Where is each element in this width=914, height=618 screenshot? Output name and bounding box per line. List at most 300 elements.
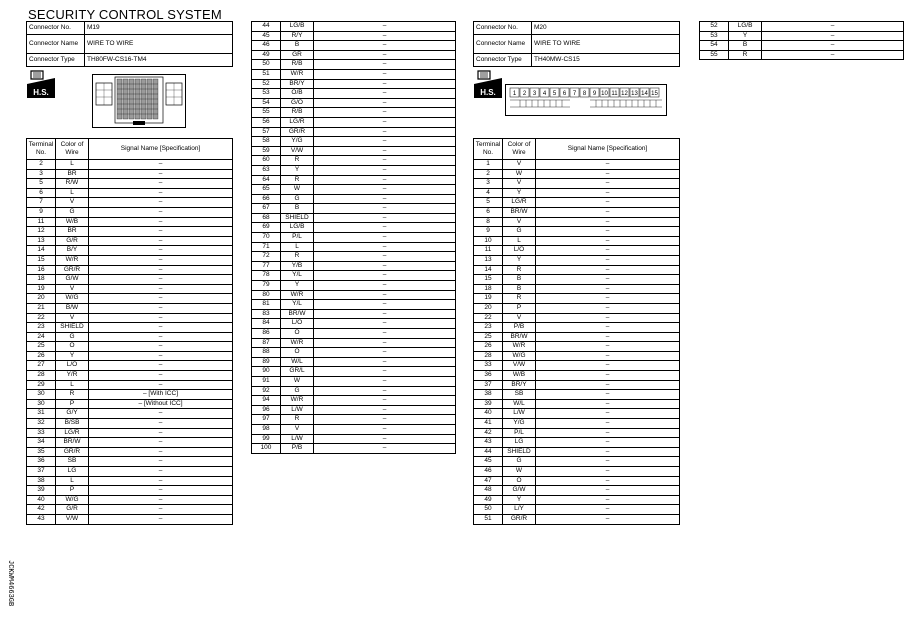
wire-color-cell: P/L xyxy=(503,428,536,438)
terminal-no-cell: 13 xyxy=(27,236,56,246)
signal-name-cell: – xyxy=(536,495,680,505)
wire-color-cell: P xyxy=(56,399,89,409)
signal-name-cell: – xyxy=(314,338,456,348)
wire-color-cell: SB xyxy=(503,390,536,400)
table-row xyxy=(252,242,456,252)
wire-color-cell: R xyxy=(281,156,314,166)
signal-name-cell: – xyxy=(314,300,456,310)
table-row xyxy=(27,505,233,515)
signal-name-cell: – xyxy=(536,246,680,256)
signal-name-cell: – xyxy=(314,261,456,271)
wire-color-cell: L/W xyxy=(281,434,314,444)
signal-name-cell: – xyxy=(536,227,680,237)
signal-name-cell: – xyxy=(314,127,456,137)
table-row xyxy=(27,390,233,400)
terminal-no-cell: 99 xyxy=(252,434,281,444)
terminal-no-cell: 54 xyxy=(252,98,281,108)
terminal-no-cell: 15 xyxy=(474,275,503,285)
signal-name-cell: – xyxy=(89,457,233,467)
wire-color-cell: W xyxy=(503,467,536,477)
table-row xyxy=(27,313,233,323)
table-row xyxy=(27,255,233,265)
table-row xyxy=(700,31,904,41)
signal-name-cell: – xyxy=(314,137,456,147)
signal-name-cell: – xyxy=(89,342,233,352)
wire-color-cell: R xyxy=(503,265,536,275)
wire-color-cell: LG/R xyxy=(503,198,536,208)
table-row xyxy=(252,300,456,310)
table-row xyxy=(252,338,456,348)
signal-name-cell: – xyxy=(314,376,456,386)
signal-name-cell: – xyxy=(536,438,680,448)
table-row xyxy=(27,351,233,361)
table-row xyxy=(474,467,680,477)
signal-name-cell: – xyxy=(536,390,680,400)
table-row xyxy=(252,434,456,444)
wire-color-cell: G xyxy=(503,457,536,467)
terminal-no-cell: 64 xyxy=(252,175,281,185)
wire-color-cell: L xyxy=(281,242,314,252)
wire-color-cell: GR/R xyxy=(281,127,314,137)
terminal-no-cell: 28 xyxy=(27,371,56,381)
table-row xyxy=(27,198,233,208)
table-row xyxy=(474,313,680,323)
terminal-no-cell: 44 xyxy=(474,447,503,457)
wire-color-cell: B xyxy=(281,41,314,51)
wire-color-cell: BR/W xyxy=(56,438,89,448)
terminal-no-cell: 66 xyxy=(252,194,281,204)
table-row xyxy=(27,236,233,246)
wire-color-cell: W/L xyxy=(281,357,314,367)
wire-color-cell: LG/B xyxy=(281,22,314,32)
signal-name-cell: – xyxy=(89,323,233,333)
wire-color-cell: W/R xyxy=(56,255,89,265)
terminal-no-cell: 15 xyxy=(27,255,56,265)
signal-name-cell: – xyxy=(314,424,456,434)
wire-color-cell: Y/L xyxy=(281,271,314,281)
table-row xyxy=(252,175,456,185)
wire-color-cell: BR/Y xyxy=(281,79,314,89)
terminal-no-cell: 52 xyxy=(252,79,281,89)
wire-color-cell: Y xyxy=(281,281,314,291)
connector-name-label: Connector Name xyxy=(474,35,532,54)
terminal-no-cell: 35 xyxy=(27,447,56,457)
hs-label: H.S. xyxy=(480,88,496,97)
wire-color-cell: Y/R xyxy=(56,371,89,381)
wire-color-cell: R/W xyxy=(56,179,89,189)
signal-name-cell: – xyxy=(314,252,456,262)
terminal-no-cell: 32 xyxy=(27,419,56,429)
terminal-no-cell: 70 xyxy=(252,233,281,243)
table-row xyxy=(27,160,233,170)
signal-name-cell: – xyxy=(89,207,233,217)
wire-color-cell: R xyxy=(281,175,314,185)
terminal-no-cell: 43 xyxy=(474,438,503,448)
wire-color-cell: Y xyxy=(503,255,536,265)
wire-color-cell: BR/Y xyxy=(503,380,536,390)
m20-connector-header xyxy=(473,21,680,67)
terminal-no-cell: 49 xyxy=(252,50,281,60)
terminal-no-cell: 23 xyxy=(27,323,56,333)
wire-color-cell: B/SB xyxy=(56,419,89,429)
terminal-no-cell: 39 xyxy=(27,486,56,496)
wire-color-cell: L/O xyxy=(281,319,314,329)
table-row xyxy=(474,188,680,198)
wire-color-cell: B xyxy=(729,41,762,51)
terminal-no-cell: 54 xyxy=(700,41,729,51)
table-row xyxy=(474,207,680,217)
table-row xyxy=(252,290,456,300)
signal-name-cell: – xyxy=(314,69,456,79)
wire-color-cell: V xyxy=(56,313,89,323)
wire-color-cell: W/R xyxy=(281,69,314,79)
signal-name-cell: – xyxy=(89,303,233,313)
table-row xyxy=(252,405,456,415)
signal-name-cell: – xyxy=(89,188,233,198)
signal-name-cell: – xyxy=(89,236,233,246)
signal-name-cell: – xyxy=(536,342,680,352)
wire-color-cell: R/Y xyxy=(281,31,314,41)
wire-color-cell: V/W xyxy=(503,361,536,371)
wire-color-cell: W/R xyxy=(281,290,314,300)
signal-name-cell: – xyxy=(89,495,233,505)
wire-color-cell: W/G xyxy=(503,351,536,361)
signal-name-cell: – xyxy=(536,198,680,208)
signal-name-cell: – xyxy=(314,213,456,223)
terminal-no-cell: 49 xyxy=(474,495,503,505)
table-row xyxy=(252,69,456,79)
terminal-no-cell: 20 xyxy=(27,294,56,304)
signal-name-cell: – xyxy=(762,31,904,41)
table-row xyxy=(252,386,456,396)
hs-label: H.S. xyxy=(33,88,49,97)
table-row xyxy=(27,399,233,409)
table-row xyxy=(27,246,233,256)
terminal-no-cell: 59 xyxy=(252,146,281,156)
signal-name-cell: – xyxy=(314,396,456,406)
terminal-no-cell: 44 xyxy=(252,22,281,32)
terminal-no-cell: 6 xyxy=(474,207,503,217)
table-row xyxy=(700,41,904,51)
wire-color-cell: BR xyxy=(56,227,89,237)
signal-name-cell: – xyxy=(536,409,680,419)
m19-connector-header xyxy=(26,21,233,67)
terminal-no-cell: 100 xyxy=(252,444,281,454)
signal-name-cell: – xyxy=(314,348,456,358)
wire-color-cell: L xyxy=(503,236,536,246)
table-row xyxy=(474,275,680,285)
table-row xyxy=(252,329,456,339)
signal-name-cell: – xyxy=(314,50,456,60)
terminal-no-cell: 45 xyxy=(252,31,281,41)
signal-name-cell: – xyxy=(89,486,233,496)
terminal-no-cell: 34 xyxy=(27,438,56,448)
terminal-no-cell: 5 xyxy=(474,198,503,208)
hs-icon xyxy=(27,68,55,98)
signal-name-cell: – xyxy=(89,227,233,237)
terminal-no-cell: 30 xyxy=(27,390,56,400)
table-row xyxy=(700,22,904,32)
terminal-no-cell: 11 xyxy=(27,217,56,227)
connector-pin-label: 11 xyxy=(611,91,618,97)
terminal-no-cell: 57 xyxy=(252,127,281,137)
signal-name-cell: – xyxy=(89,505,233,515)
connector-no-label: Connector No. xyxy=(27,22,85,35)
signal-name-cell: – xyxy=(314,79,456,89)
terminal-no-cell: 20 xyxy=(474,303,503,313)
signal-name-cell: – xyxy=(89,428,233,438)
terminal-no-cell: 2 xyxy=(474,169,503,179)
table-row xyxy=(27,467,233,477)
wire-color-cell: W/G xyxy=(56,495,89,505)
wire-color-cell: W/G xyxy=(56,294,89,304)
table-row xyxy=(252,367,456,377)
terminal-no-cell: 8 xyxy=(474,217,503,227)
table-row xyxy=(252,127,456,137)
wire-color-cell: W/R xyxy=(503,342,536,352)
signal-name-cell: – xyxy=(314,434,456,444)
table-row xyxy=(27,438,233,448)
signal-name-cell: – xyxy=(89,255,233,265)
terminal-no-cell: 39 xyxy=(474,399,503,409)
wire-color-cell: R/B xyxy=(281,108,314,118)
m20-connector-no: M20 xyxy=(532,22,680,35)
signal-name-cell: – xyxy=(536,179,680,189)
wire-color-cell: O xyxy=(281,348,314,358)
signal-name-cell: – xyxy=(314,194,456,204)
connector-type-label: Connector Type xyxy=(474,54,532,67)
signal-name-cell: – xyxy=(314,98,456,108)
signal-name-cell: – xyxy=(89,246,233,256)
m19-terminal-table-continued xyxy=(251,21,456,454)
signal-name-cell: – xyxy=(314,185,456,195)
table-row xyxy=(474,409,680,419)
signal-name-header: Signal Name [Specification] xyxy=(536,139,680,160)
wire-color-cell: L xyxy=(56,380,89,390)
terminal-no-cell: 18 xyxy=(474,284,503,294)
table-row xyxy=(252,319,456,329)
terminal-no-cell: 5 xyxy=(27,179,56,189)
wire-color-cell: V xyxy=(503,179,536,189)
wire-color-cell: L xyxy=(56,188,89,198)
terminal-no-cell: 28 xyxy=(474,351,503,361)
connector-pin-label: 8 xyxy=(582,91,587,97)
signal-name-cell: – xyxy=(89,179,233,189)
wire-color-cell: BR xyxy=(56,169,89,179)
terminal-no-cell: 50 xyxy=(474,505,503,515)
signal-name-cell: – xyxy=(314,271,456,281)
table-row xyxy=(27,419,233,429)
terminal-no-cell: 22 xyxy=(474,313,503,323)
wire-color-cell: B xyxy=(281,204,314,214)
signal-name-cell: – xyxy=(536,323,680,333)
m19-connector-no: M19 xyxy=(85,22,233,35)
terminal-no-cell: 19 xyxy=(474,294,503,304)
figure-code: JCKWM4663GB xyxy=(6,560,14,607)
signal-name-cell: – xyxy=(89,438,233,448)
wire-color-cell: Y xyxy=(729,31,762,41)
terminal-no-cell: 10 xyxy=(474,236,503,246)
table-row xyxy=(252,376,456,386)
wire-color-cell: R xyxy=(729,50,762,60)
wire-color-cell: G xyxy=(503,227,536,237)
wire-color-cell: Y xyxy=(503,188,536,198)
m20-terminal-table xyxy=(473,138,680,525)
signal-name-cell: – xyxy=(314,223,456,233)
terminal-no-cell: 63 xyxy=(252,165,281,175)
table-row xyxy=(474,419,680,429)
terminal-no-cell: 72 xyxy=(252,252,281,262)
wire-color-cell: P xyxy=(56,486,89,496)
table-row xyxy=(252,146,456,156)
terminal-no-cell: 6 xyxy=(27,188,56,198)
terminal-no-cell: 26 xyxy=(27,351,56,361)
signal-name-cell: – xyxy=(536,188,680,198)
table-row xyxy=(252,424,456,434)
table-row xyxy=(27,332,233,342)
signal-name-cell: – xyxy=(536,313,680,323)
table-row xyxy=(474,495,680,505)
table-row xyxy=(474,160,680,170)
terminal-no-cell: 87 xyxy=(252,338,281,348)
m20-connector-type: TH40MW-CS15 xyxy=(532,54,680,67)
signal-name-cell: – xyxy=(762,22,904,32)
table-row xyxy=(252,156,456,166)
wire-color-cell: V xyxy=(56,284,89,294)
terminal-no-cell: 18 xyxy=(27,275,56,285)
signal-name-cell: – xyxy=(314,415,456,425)
table-row xyxy=(252,204,456,214)
terminal-no-cell: 22 xyxy=(27,313,56,323)
wire-color-cell: W/B xyxy=(56,217,89,227)
terminal-no-cell: 92 xyxy=(252,386,281,396)
table-row xyxy=(252,271,456,281)
wire-color-cell: LG xyxy=(56,467,89,477)
signal-name-cell: – xyxy=(536,380,680,390)
terminal-no-cell: 3 xyxy=(474,179,503,189)
terminal-no-cell: 60 xyxy=(252,156,281,166)
signal-name-cell: – xyxy=(536,361,680,371)
wire-color-cell: Y xyxy=(281,165,314,175)
signal-name-cell: – xyxy=(536,371,680,381)
terminal-no-cell: 25 xyxy=(27,342,56,352)
terminal-no-cell: 36 xyxy=(27,457,56,467)
wire-color-cell: O xyxy=(281,329,314,339)
signal-name-cell: – [Without ICC] xyxy=(89,399,233,409)
signal-name-cell: – xyxy=(89,198,233,208)
signal-name-cell: – xyxy=(536,467,680,477)
m19-connector-type: TH80FW-CS16-TM4 xyxy=(85,54,233,67)
terminal-no-cell: 13 xyxy=(474,255,503,265)
terminal-no-cell: 68 xyxy=(252,213,281,223)
wire-color-cell: B xyxy=(503,284,536,294)
table-row xyxy=(27,409,233,419)
signal-name-cell: – xyxy=(536,428,680,438)
terminal-no-cell: 40 xyxy=(474,409,503,419)
terminal-no-cell: 33 xyxy=(27,428,56,438)
wire-color-cell: V/W xyxy=(281,146,314,156)
table-row xyxy=(474,332,680,342)
terminal-no-cell: 37 xyxy=(27,467,56,477)
terminal-no-cell: 27 xyxy=(27,361,56,371)
wire-color-cell: L/O xyxy=(56,361,89,371)
wire-color-cell: SHIELD xyxy=(503,447,536,457)
terminal-no-header: Terminal No. xyxy=(27,139,56,160)
wire-color-cell: B xyxy=(503,275,536,285)
terminal-no-cell: 3 xyxy=(27,169,56,179)
signal-name-cell: – xyxy=(536,399,680,409)
table-row xyxy=(474,342,680,352)
connector-pin-label: 3 xyxy=(532,91,537,97)
signal-name-cell: – xyxy=(762,50,904,60)
connector-pin-label: 4 xyxy=(542,91,547,97)
terminal-no-cell: 67 xyxy=(252,204,281,214)
wire-color-cell: G/W xyxy=(503,486,536,496)
terminal-no-cell: 80 xyxy=(252,290,281,300)
table-row xyxy=(252,415,456,425)
terminal-no-cell: 55 xyxy=(700,50,729,60)
terminal-no-cell: 79 xyxy=(252,281,281,291)
table-row xyxy=(252,261,456,271)
table-row xyxy=(474,514,680,524)
terminal-no-cell: 24 xyxy=(27,332,56,342)
signal-name-cell: – xyxy=(314,386,456,396)
table-row xyxy=(474,236,680,246)
connector-pin-label: 5 xyxy=(552,91,557,97)
signal-name-cell: – xyxy=(89,160,233,170)
terminal-no-cell: 71 xyxy=(252,242,281,252)
signal-name-cell: – xyxy=(314,41,456,51)
table-row xyxy=(474,380,680,390)
signal-name-cell: – xyxy=(89,361,233,371)
wire-color-cell: L/W xyxy=(503,409,536,419)
signal-name-cell: – xyxy=(314,89,456,99)
terminal-no-cell: 38 xyxy=(27,476,56,486)
wire-color-cell: Y/B xyxy=(281,261,314,271)
wire-color-cell: O xyxy=(56,342,89,352)
terminal-no-cell: 51 xyxy=(252,69,281,79)
terminal-no-cell: 11 xyxy=(474,246,503,256)
wire-color-cell: B/W xyxy=(56,303,89,313)
terminal-no-cell: 65 xyxy=(252,185,281,195)
table-row xyxy=(27,361,233,371)
wire-color-cell: V/W xyxy=(56,514,89,524)
wire-color-cell: W/B xyxy=(503,371,536,381)
signal-name-cell: – xyxy=(536,160,680,170)
terminal-no-cell: 58 xyxy=(252,137,281,147)
terminal-no-cell: 9 xyxy=(474,227,503,237)
connector-name-label: Connector Name xyxy=(27,35,85,54)
signal-name-cell: – xyxy=(314,156,456,166)
wire-color-cell: GR xyxy=(281,50,314,60)
terminal-no-cell: 69 xyxy=(252,223,281,233)
terminal-no-cell: 2 xyxy=(27,160,56,170)
wire-color-cell: BR/W xyxy=(503,332,536,342)
terminal-no-cell: 89 xyxy=(252,357,281,367)
terminal-no-cell: 42 xyxy=(27,505,56,515)
signal-name-cell: – xyxy=(536,207,680,217)
terminal-no-cell: 84 xyxy=(252,319,281,329)
wire-color-cell: R/B xyxy=(281,60,314,70)
wire-color-cell: GR/R xyxy=(503,514,536,524)
wire-color-cell: P/B xyxy=(281,444,314,454)
table-row xyxy=(252,98,456,108)
table-row xyxy=(27,217,233,227)
wire-color-cell: L/O xyxy=(503,246,536,256)
signal-name-cell: – xyxy=(536,351,680,361)
table-row xyxy=(252,137,456,147)
table-row xyxy=(700,50,904,60)
